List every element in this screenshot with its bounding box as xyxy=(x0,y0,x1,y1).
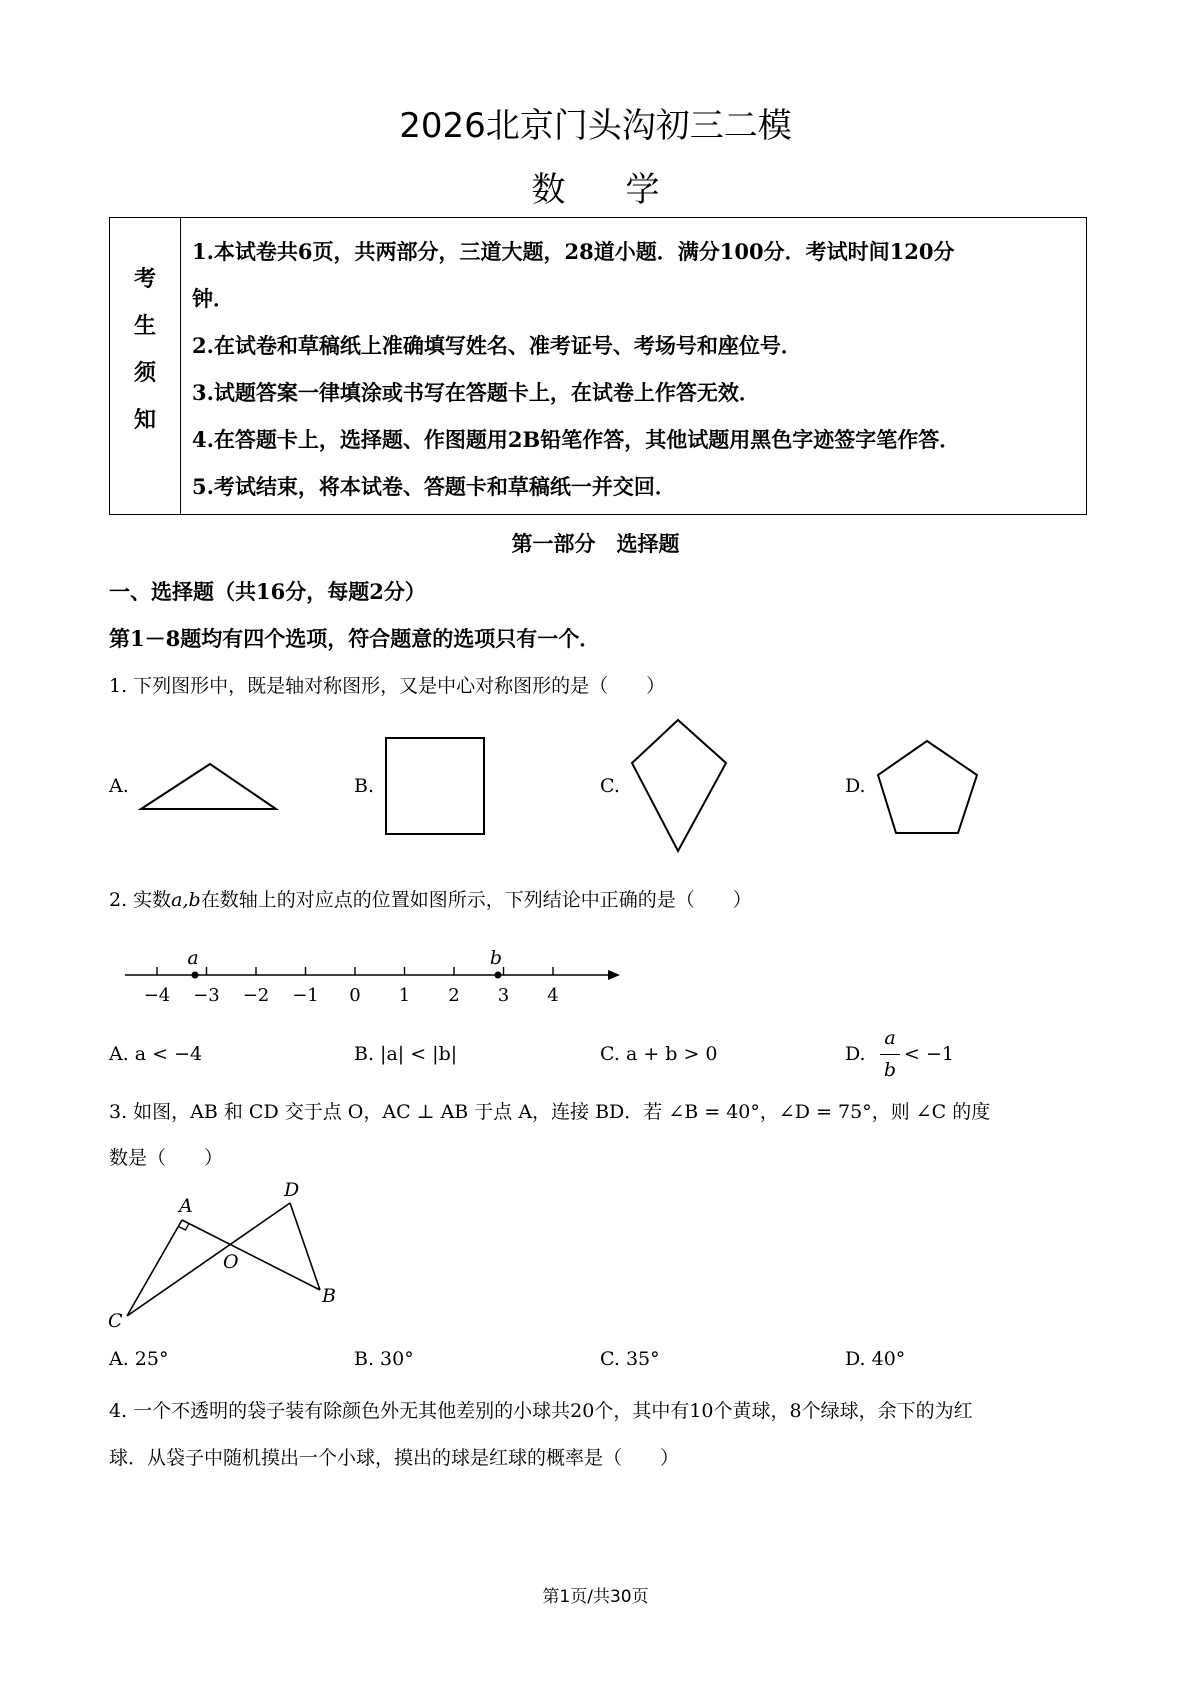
axis-tick-label: 1 xyxy=(398,985,411,1006)
q2-text-vars: a,b xyxy=(171,889,201,911)
section-heading: 一、选择题（共16分，每题2分） xyxy=(109,579,426,604)
q1-option-b-label: B. xyxy=(354,775,375,797)
point-O-label: O xyxy=(223,1251,239,1273)
q2-text-suffix: 在数轴上的对应点的位置如图所示，下列结论中正确的是（ ） xyxy=(200,889,752,911)
notice-line: 钟． xyxy=(192,286,234,311)
q2-option-c: C. a + b > 0 xyxy=(600,1043,718,1065)
q3-option-d: D. 40° xyxy=(845,1348,906,1370)
notice-label-char: 须 xyxy=(133,360,156,386)
q2-text-prefix: 2. 实数 xyxy=(109,889,172,911)
q2-option-d-numerator: a xyxy=(884,1027,896,1049)
notice-label-char: 生 xyxy=(133,313,156,339)
point-B-label: B xyxy=(322,1285,336,1307)
question-3-line2: 数是（ ） xyxy=(109,1147,224,1169)
notice-label-char: 知 xyxy=(133,407,156,433)
axis-tick-label: −1 xyxy=(292,985,319,1006)
q2-option-d-denominator: b xyxy=(883,1059,897,1081)
q1-option-d-label: D. xyxy=(845,775,866,797)
q1-option-a-label: A. xyxy=(109,775,129,797)
notice-line: 2.在试卷和草稿纸上准确填写姓名、准考证号、考场号和座位号． xyxy=(192,333,802,358)
page-title: 2026北京门头沟初三二模 xyxy=(399,106,792,146)
section-instruction: 第1－8题均有四个选项，符合题意的选项只有一个． xyxy=(109,626,601,651)
point-D-label: D xyxy=(284,1179,300,1201)
notice-line: 1.本试卷共6页，共两部分，三道大题，28道小题．满分100分．考试时间120分 xyxy=(192,239,955,264)
point-b-label: b xyxy=(489,947,503,969)
q3-option-a: A. 25° xyxy=(109,1348,169,1370)
q3-option-b: B. 30° xyxy=(354,1348,414,1370)
notice-line: 4.在答题卡上，选择题、作图题用2B铅笔作答，其他试题用黑色字迹签字笔作答． xyxy=(192,427,961,452)
q2-option-b: B. |a| < |b| xyxy=(354,1043,458,1065)
question-3-line1: 3. 如图，AB 和 CD 交于点 O，AC ⊥ AB 于点 A，连接 BD．若 ∠B = 40°，∠D = 75°，则 ∠C 的度 xyxy=(109,1101,991,1123)
axis-tick-label: 2 xyxy=(448,985,460,1006)
q2-option-d-rest: < −1 xyxy=(904,1043,954,1065)
point-C-label: C xyxy=(108,1310,123,1332)
q3-option-c: C. 35° xyxy=(600,1348,660,1370)
notice-line: 3.试题答案一律填涂或书写在答题卡上，在试卷上作答无效． xyxy=(192,380,760,405)
axis-tick-label: −3 xyxy=(193,985,220,1006)
notice-line: 5.考试结束，将本试卷、答题卡和草稿纸一并交回． xyxy=(192,474,676,499)
axis-tick-label: 4 xyxy=(547,985,559,1006)
axis-tick-label: −4 xyxy=(143,985,171,1006)
subject-title: 数学 xyxy=(531,170,720,210)
axis-tick-label: 3 xyxy=(497,985,510,1006)
point-A-label: A xyxy=(179,1195,193,1217)
question-4-line2: 球．从袋子中随机摸出一个小球，摸出的球是红球的概率是（ ） xyxy=(109,1447,680,1469)
part-heading: 第一部分 选择题 xyxy=(511,531,680,556)
axis-tick-label: −2 xyxy=(242,985,270,1006)
question-1-text: 1. 下列图形中，既是轴对称图形，又是中心对称图形的是（ ） xyxy=(109,675,666,697)
q1-option-c-label: C. xyxy=(600,775,620,797)
page-footer: 第1页/共30页 xyxy=(542,1587,649,1607)
axis-tick-label: 0 xyxy=(349,985,361,1006)
question-4-line1: 4. 一个不透明的袋子装有除颜色外无其他差别的小球共20个，其中有10个黄球，8个绿球，余下的为红 xyxy=(109,1400,973,1422)
q2-option-a: A. a < −4 xyxy=(109,1043,203,1065)
notice-label-char: 考 xyxy=(133,266,156,292)
q2-option-d-label: D. xyxy=(845,1043,866,1065)
point-a-label: a xyxy=(187,947,199,969)
